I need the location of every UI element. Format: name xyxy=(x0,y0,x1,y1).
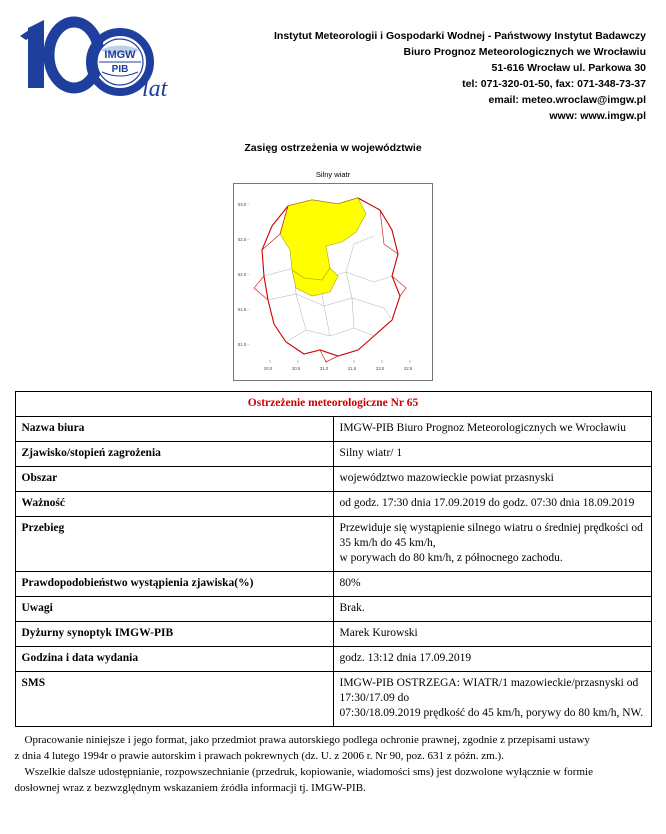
row-value xyxy=(333,492,651,517)
svg-text:51.0 -: 51.0 - xyxy=(238,342,249,347)
svg-text:IMGW: IMGW xyxy=(104,49,136,61)
table-row xyxy=(15,572,651,597)
table-row xyxy=(15,672,651,727)
row-value-line: 80% xyxy=(339,577,361,589)
header-www: www: www.imgw.pl xyxy=(549,110,646,122)
footer-line-4: dosłownej wraz z bezwzględnym wskazaniem źródła informacji tj. IMGW-PIB. xyxy=(14,782,366,794)
row-value xyxy=(333,597,651,622)
header-email: email: meteo.wroclaw@imgw.pl xyxy=(488,94,646,106)
row-label: SMS xyxy=(15,672,333,727)
table-row xyxy=(15,492,651,517)
logo-lat-text: lat xyxy=(142,76,168,102)
row-value xyxy=(333,417,651,442)
row-value-line: w porywach do 80 km/h, z północnego zachodu. xyxy=(339,552,563,564)
imgw-100-lat-logo xyxy=(14,10,184,105)
svg-text:22.0: 22.0 xyxy=(376,366,385,371)
row-value xyxy=(333,672,651,727)
row-value-line: Brak. xyxy=(339,602,365,614)
warning-table xyxy=(15,391,652,727)
footer-line-3: Wszelkie dalsze udostępnianie, rozpowszechnianie (przedruk, kopiowanie, wiadomości sms) jest dozwolone wyłącznie w formie xyxy=(24,766,593,778)
copyright-footer xyxy=(15,727,652,796)
row-label: Prawdopodobieństwo wystąpienia zjawiska(%) xyxy=(15,572,333,597)
row-label: Obszar xyxy=(15,467,333,492)
row-label: Uwagi xyxy=(15,597,333,622)
header-phone: tel: 071-320-01-50, fax: 071-348-73-37 xyxy=(462,78,646,90)
row-value xyxy=(333,442,651,467)
svg-text:53.0 -: 53.0 - xyxy=(238,202,249,207)
header-office: Biuro Prognoz Meteorologicznych we Wrocławiu xyxy=(403,46,646,58)
row-value-line: Silny wiatr/ 1 xyxy=(339,447,403,459)
map-container xyxy=(14,183,652,381)
row-value-line: 07:30/18.09.2019 prędkość do 45 km/h, porywy do 80 km/h, NW. xyxy=(339,707,644,719)
row-value-line: Marek Kurowski xyxy=(339,627,418,639)
row-value-line: Przewiduje się wystąpienie silnego wiatru o średniej prędkości od 35 km/h do 45 km/h, xyxy=(339,522,643,549)
table-row xyxy=(15,597,651,622)
row-label: Ważność xyxy=(15,492,333,517)
map-title: Zasięg ostrzeżenia w województwie xyxy=(244,142,422,154)
row-value xyxy=(333,517,651,572)
row-label: Nazwa biura xyxy=(15,417,333,442)
header-address: 51-616 Wrocław ul. Parkowa 30 xyxy=(491,62,646,74)
footer-line-2: z dnia 4 lutego 1994r o prawie autorskim i prawach pokrewnych (dz. U. z 2006 r. Nr 90, poz. 631 z późn. zm.). xyxy=(14,750,504,762)
map-subtitle: Silny wiatr xyxy=(315,170,351,179)
warning-title: Ostrzeżenie meteorologiczne Nr 65 xyxy=(15,392,651,417)
row-label: Przebieg xyxy=(15,517,333,572)
row-value-line: godz. 13:12 dnia 17.09.2019 xyxy=(339,652,472,664)
voivodeship-map xyxy=(233,183,433,381)
header-institute: Instytut Meteorologii i Gospodarki Wodnej - Państwowy Instytut Badawczy xyxy=(273,30,646,42)
table-row xyxy=(15,647,651,672)
row-value xyxy=(333,572,651,597)
table-row xyxy=(15,417,651,442)
header-contact-block xyxy=(274,10,652,124)
row-value-line: województwo mazowieckie powiat przasnyski xyxy=(339,472,554,484)
svg-text:20.0: 20.0 xyxy=(264,366,273,371)
table-row xyxy=(15,442,651,467)
table-row xyxy=(15,467,651,492)
svg-text:21.5: 21.5 xyxy=(348,366,357,371)
svg-text:21.0: 21.0 xyxy=(320,366,329,371)
table-row xyxy=(15,517,651,572)
table-title-row xyxy=(15,392,651,417)
row-value xyxy=(333,467,651,492)
svg-text:PIB: PIB xyxy=(111,64,129,75)
row-value xyxy=(333,622,651,647)
row-label: Godzina i data wydania xyxy=(15,647,333,672)
row-value-line: od godz. 17:30 dnia 17.09.2019 do godz. 07:30 dnia 18.09.2019 xyxy=(339,497,635,509)
row-value-line: IMGW-PIB Biuro Prognoz Meteorologicznych we Wrocławiu xyxy=(339,422,626,434)
svg-text:20.5: 20.5 xyxy=(292,366,301,371)
row-value xyxy=(333,647,651,672)
footer-line-1: Opracowanie niniejsze i jego format, jako przedmiot prawa autorskiego podlega ochronie prawnej, zgodnie z przepisami ustawy xyxy=(24,734,590,746)
table-row xyxy=(15,622,651,647)
svg-text:22.5: 22.5 xyxy=(404,366,413,371)
svg-text:52.0 -: 52.0 - xyxy=(238,272,249,277)
svg-text:51.5 -: 51.5 - xyxy=(238,307,249,312)
row-label: Zjawisko/stopień zagrożenia xyxy=(15,442,333,467)
row-label: Dyżurny synoptyk IMGW-PIB xyxy=(15,622,333,647)
svg-text:52.5 -: 52.5 - xyxy=(238,237,249,242)
row-value-line: IMGW-PIB OSTRZEGA: WIATR/1 mazowieckie/przasnyski od 17:30/17.09 do xyxy=(339,677,639,704)
document-header xyxy=(14,10,652,124)
